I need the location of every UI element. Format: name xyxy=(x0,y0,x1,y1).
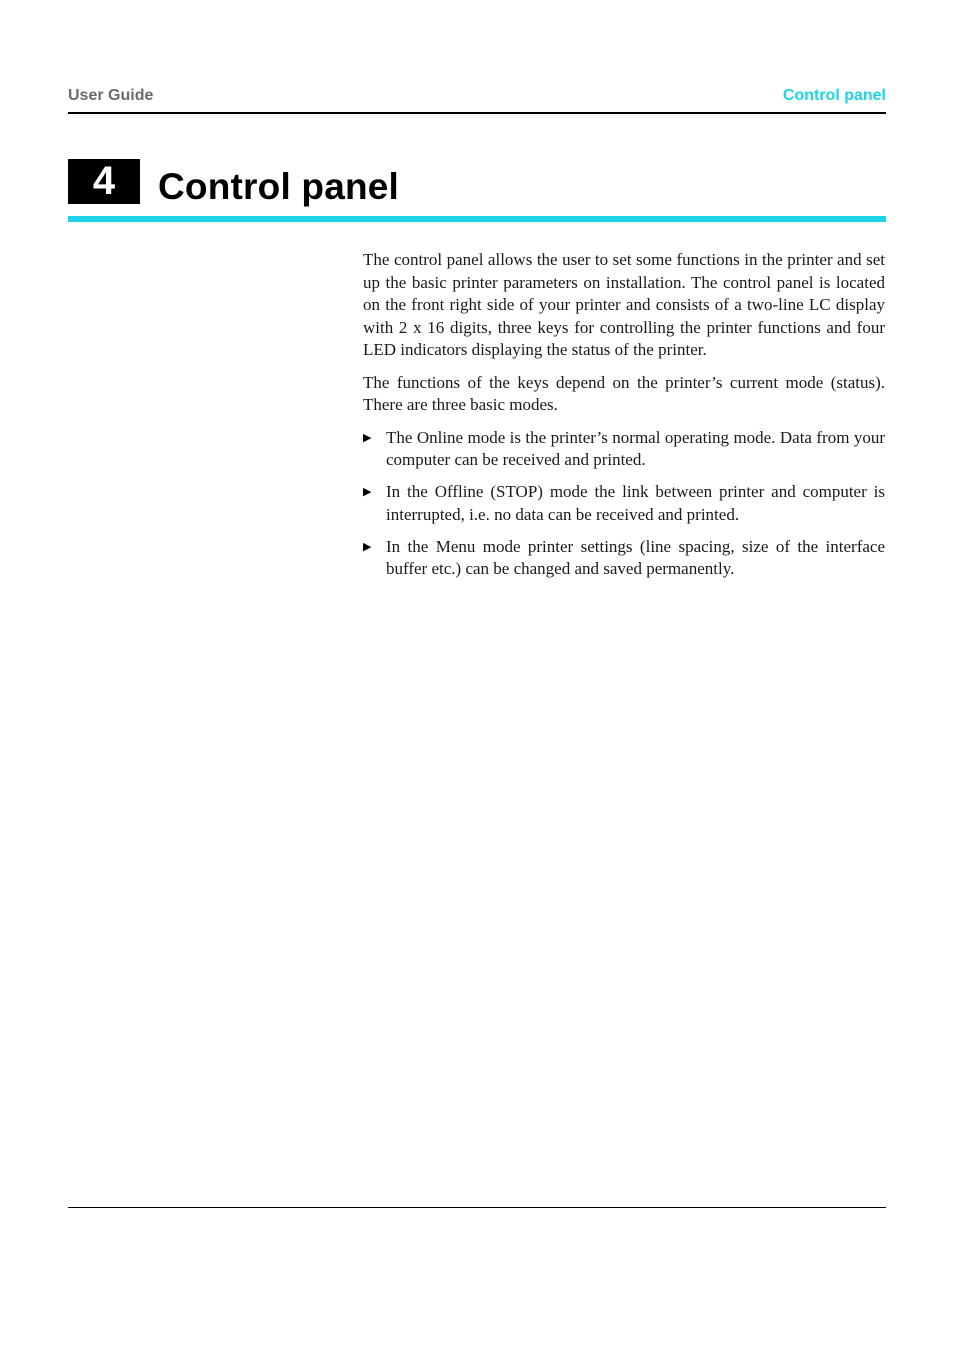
modes-paragraph: The functions of the keys depend on the printer’s current mode (status). There are three basic modes. xyxy=(363,372,885,414)
title-divider xyxy=(68,216,886,222)
body-text xyxy=(363,249,885,590)
list-item-text: In the Offline (STOP) mode the link between printer and computer is interrupted, i.e. no data can be received and printed. xyxy=(386,482,885,524)
list-item xyxy=(363,481,885,526)
chapter-title: Control panel xyxy=(158,166,400,207)
list-item-text: In the Menu mode printer settings (line spacing, size of the interface buffer etc.) can be changed and saved permanently. xyxy=(386,536,885,578)
triangle-right-icon: ▶ xyxy=(363,431,372,444)
list-item xyxy=(363,427,885,472)
header-divider xyxy=(68,112,886,114)
list-item-text: The Online mode is the printer’s normal operating mode. Data from your computer can be received and printed. xyxy=(386,427,885,469)
chapter-number-badge: 4 xyxy=(68,159,140,204)
triangle-right-icon: ▶ xyxy=(363,486,372,498)
list-item xyxy=(363,536,885,581)
triangle-right-icon: ▶ xyxy=(363,540,372,553)
header-section-label: Control panel xyxy=(782,87,886,104)
running-header xyxy=(68,85,886,107)
footer-divider xyxy=(68,1207,886,1208)
header-guide-label: User Guide xyxy=(68,87,154,104)
intro-paragraph: The control panel allows the user to set some functions in the printer and set up the basic printer parameters on installation. The control panel is located on the front right side of your printer and consists of a two-line LC display with 2 x 16 digits, three keys for controlling the printer functions and four LED indicators displaying the status of the printer. xyxy=(363,250,885,359)
modes-list xyxy=(363,427,885,581)
